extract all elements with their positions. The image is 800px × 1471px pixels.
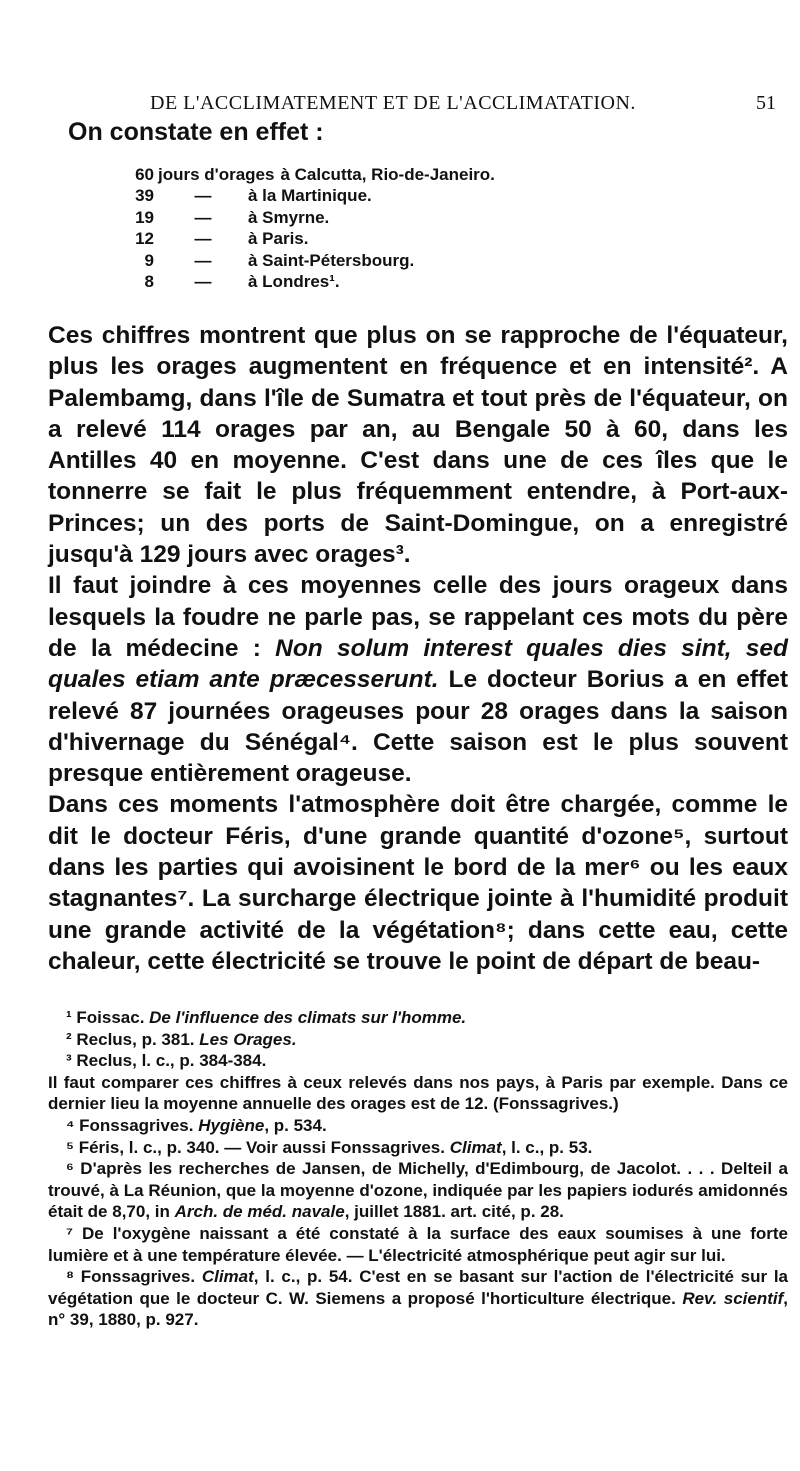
footnote-text: ¹ Foissac. [66,1008,150,1027]
table-row [120,186,495,208]
footnote [48,1115,788,1137]
footnote: Il faut comparer ces chiffres à ceux relevés dans nos pays, à Paris par exemple. Dans ce dernier lieu la moyenne annuelle des orages est de 12. (Fonssagrives.) [48,1072,788,1114]
row-place: à Saint-Pétersbourg. [248,250,415,270]
footnote-text: ⁴ Fonssagrives. [66,1115,199,1135]
row-number: 19 [135,207,154,227]
footnote-text: , l. c., p. 54. C'est en se basant sur l'action de l'électricité sur la végétation que le docteur C. W. Siemens a proposé l'horticulture électrique. [48,1267,789,1308]
paragraph: Dans ces moments l'atmosphère doit être chargée, comme le dit le docteur Féris, d'une grande quantité d'ozone⁵, surtout dans les parties qui avoisinent le bord de la mer⁶ ou les eaux stagnantes⁷. La surcharge électrique jointe à l'humidité produit une grande activité de la végétation⁸; dans cette eau, cette chaleur, cette électricité se trouve le point de départ de beau- [48,791,788,975]
row-unit: — [194,272,212,292]
footnote-text: ⁶ D'après les recherches de Jansen, de Michelly, d'Edimbourg, de Jacolot. . . . Delteil a trouvé, à La Réunion, que la moyenne d'ozone, indiquée par les papiers iodurés amidonnés était de 8,70, in [48,1159,788,1222]
table-row [120,207,495,229]
footnote [48,1158,788,1223]
row-place: à Smyrne. [248,207,330,227]
running-title: DE L'ACCLIMATEMENT ET DE L'ACCLIMATATION. [150,92,636,114]
footnote-title: Climat [201,1267,254,1287]
storm-days-table [120,164,495,293]
row-place: à Paris. [248,229,309,249]
page-number: 51 [756,92,776,114]
row-number: 60 [135,164,154,184]
footnote-title: Les Orages. [199,1029,297,1049]
row-place: à la Martinique. [248,186,372,206]
footnote: ³ Reclus, l. c., p. 384-384. [66,1051,267,1071]
footnote-text: ⁵ Féris, l. c., p. 340. — Voir aussi Fonssagrives. [66,1137,450,1157]
row-unit: — [194,229,212,249]
footnote-title: Arch. de méd. navale [174,1202,345,1222]
row-number: 39 [135,186,154,206]
row-number: 12 [135,229,154,249]
row-place: à Calcutta, Rio-de-Janeiro. [280,164,495,184]
footnotes [48,1007,788,1331]
footnote-text: , n° 39, 1880, p. 927. [48,1288,788,1330]
paragraph [48,570,788,789]
footnote-text: , p. 534. [264,1115,327,1135]
footnote-title: Climat [449,1137,502,1157]
row-place: à Londres¹. [248,272,340,292]
footnote-title: Hygiène [198,1115,265,1135]
row-unit: — [194,207,212,227]
row-unit: — [194,250,212,270]
text-run: Il faut joindre à ces moyennes celle des jours orageux dans lesquels la foudre ne parle pas, se rappelant ces mots du père de la médecine : [48,572,788,662]
footnote: ⁷ De l'oxygène naissant a été constaté à la surface des eaux soumises à une forte lumière et à une température élevée. — L'électricité atmosphérique peut agir sur lui. [48,1223,788,1265]
footnote [48,1266,788,1331]
body-text [48,320,788,977]
footnote [48,1007,788,1029]
row-number: 8 [144,272,154,292]
footnote [48,1029,788,1051]
page-header [0,92,800,118]
table-row [120,164,495,186]
table-row [120,229,495,251]
footnote-text: ⁸ Fonssagrives. [66,1267,202,1287]
row-unit: — [194,186,212,206]
latin-quote: Non solum interest quales dies sint, sed quales etiam ante præcesserunt. [48,634,788,694]
paragraph: Ces chiffres montrent que plus on se rapproche de l'équateur, plus les orages augmentent en fréquence et en intensité². A Palembamg, dans l'île de Sumatra et tout près de l'équateur, on a relevé 114 orages par an, au Bengale 50 à 60, dans les Antilles 40 en moyenne. C'est dans une de ces îles que le tonnerre se fait le plus fréquemment entendre, à Port-aux-Princes; un des ports de Saint-Domingue, on a enregistré jusqu'à 129 jours avec orages³. [48,322,788,569]
row-number: 9 [144,250,154,270]
row-unit: jours d'orages [158,164,275,184]
footnote-text: , l. c., p. 53. [501,1137,593,1157]
footnote-title: De l'influence des climats sur l'homme. [149,1008,467,1027]
intro-line: On constate en effet : [68,118,324,146]
footnote-title: Rev. scientif [682,1288,784,1308]
footnote-text: , juillet 1881. art. cité, p. 28. [344,1202,564,1222]
text-run: Le docteur Borius a en effet relevé 87 journées orageuses pour 28 orages dans la saison d'hivernage du Sénégal⁴. Cette saison est le plus souvent presque entièrement orageuse. [48,666,789,788]
table-row [120,250,495,272]
footnote [48,1137,788,1159]
table-row [120,272,495,294]
footnote-text: ² Reclus, p. 381. [66,1029,200,1049]
